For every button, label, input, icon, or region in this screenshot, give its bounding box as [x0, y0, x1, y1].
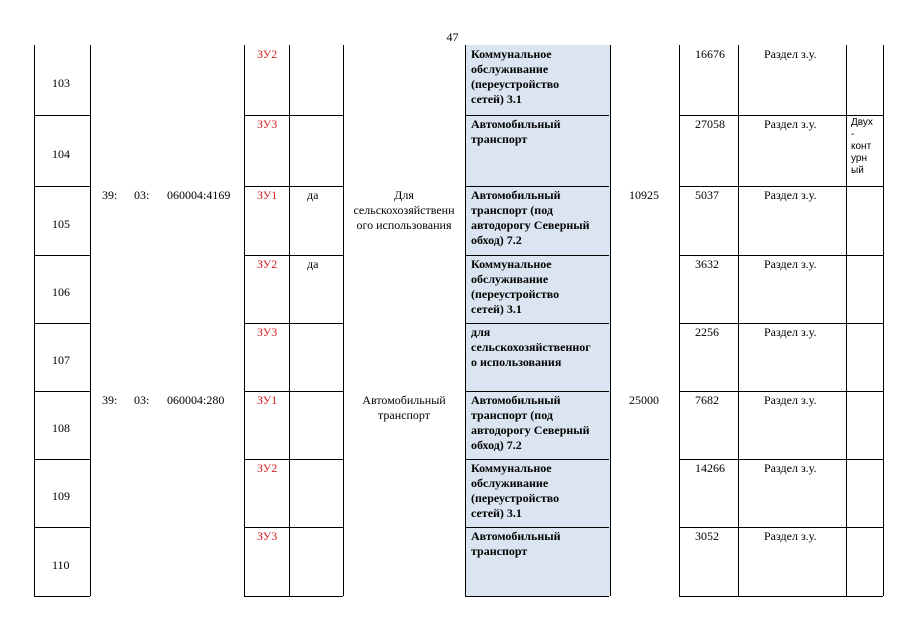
row-divider	[465, 186, 609, 187]
permitted-use-line: сетей) 3.1	[471, 506, 522, 520]
land-category-line: Для	[394, 188, 414, 202]
column-divider	[679, 45, 680, 596]
column-divider	[289, 45, 290, 596]
permitted-use-line: Коммунальное	[471, 47, 552, 61]
zu-label: ЗУ2	[257, 257, 278, 271]
permitted-use-line: (переустройство	[471, 491, 560, 505]
row-divider	[34, 459, 90, 460]
total-area: 10925	[629, 188, 659, 202]
flag-value: да	[307, 257, 319, 271]
section-value: Раздел з.у.	[764, 47, 817, 61]
permitted-use-line: обход) 7.2	[471, 438, 522, 452]
permitted-use-line: транспорт	[471, 132, 528, 146]
permitted-use-line: транспорт (под	[471, 203, 553, 217]
permitted-use-line: (переустройство	[471, 287, 560, 301]
zu-label: ЗУ3	[257, 117, 278, 131]
page-number: 47	[446, 30, 459, 44]
row-divider	[679, 459, 883, 460]
area-value: 3632	[695, 257, 719, 271]
row-divider	[679, 115, 883, 116]
zu-label: ЗУ3	[257, 529, 278, 543]
note-line: Двух	[851, 117, 873, 128]
column-divider	[846, 45, 847, 596]
permitted-use-line: обход) 7.2	[471, 233, 522, 247]
cadastral-part-1: 39:	[102, 188, 118, 202]
permitted-use-line: Коммунальное	[471, 461, 552, 475]
section-value: Раздел з.у.	[764, 117, 817, 131]
row-divider	[244, 596, 343, 597]
row-divider	[679, 186, 883, 187]
row-divider	[244, 115, 343, 116]
row-divider	[465, 255, 609, 256]
permitted-use-line: сельскохозяйственног	[471, 340, 591, 354]
note-line: урн	[851, 153, 867, 164]
row-divider	[679, 255, 883, 256]
permitted-use-line: автодорогу Северный	[471, 423, 590, 437]
cadastral-part-2: 03:	[134, 393, 150, 407]
row-divider	[465, 596, 609, 597]
cadastral-part-2: 03:	[134, 188, 150, 202]
permitted-use-line: для	[471, 325, 491, 339]
area-value: 5037	[695, 188, 719, 202]
section-value: Раздел з.у.	[764, 393, 817, 407]
row-number: 105	[52, 216, 70, 231]
row-divider	[34, 596, 90, 597]
cadastral-part-3: 060004:280	[167, 393, 225, 407]
row-divider	[34, 115, 90, 116]
permitted-use-line: Автомобильный	[471, 393, 561, 407]
area-value: 27058	[695, 117, 725, 131]
zu-label: ЗУ1	[257, 393, 278, 407]
row-divider	[465, 459, 609, 460]
land-category-line: транспорт	[378, 408, 430, 422]
permitted-use-line: сетей) 3.1	[471, 302, 522, 316]
permitted-use-line: автодорогу Северный	[471, 218, 590, 232]
row-divider	[244, 527, 343, 528]
zu-label: ЗУ2	[257, 461, 278, 475]
area-value: 7682	[695, 393, 719, 407]
permitted-use-line: о использования	[471, 355, 562, 369]
area-value: 3052	[695, 529, 719, 543]
row-divider	[244, 459, 343, 460]
row-divider	[465, 527, 609, 528]
row-number: 109	[52, 489, 70, 503]
cadastral-part-3: 060004:4169	[167, 188, 231, 202]
note-line: ый	[851, 165, 864, 176]
table-border-right	[883, 45, 884, 596]
land-category-line: ого использования	[356, 218, 452, 232]
section-value: Раздел з.у.	[764, 188, 817, 202]
column-divider	[90, 45, 91, 596]
row-divider	[34, 391, 90, 392]
row-number: 104	[52, 146, 70, 161]
permitted-use-line: Коммунальное	[471, 257, 552, 271]
note-line: -	[851, 129, 855, 140]
zu-label: ЗУ2	[257, 47, 278, 61]
permitted-use-line: сетей) 3.1	[471, 92, 522, 106]
row-divider	[679, 596, 883, 597]
row-divider	[34, 527, 90, 528]
permitted-use-line: (переустройство	[471, 77, 560, 91]
row-divider	[34, 186, 90, 187]
row-divider	[34, 323, 90, 324]
row-number: 110	[52, 557, 70, 572]
section-value: Раздел з.у.	[764, 325, 817, 339]
note-line: конт	[851, 141, 872, 152]
table-border-left	[34, 45, 35, 596]
permitted-use-line: транспорт (под	[471, 408, 553, 422]
row-divider	[34, 255, 90, 256]
section-value: Раздел з.у.	[764, 529, 817, 543]
row-number: 106	[52, 285, 70, 299]
permitted-use-line: Автомобильный	[471, 529, 561, 543]
row-divider	[244, 323, 343, 324]
row-divider	[465, 323, 609, 324]
section-value: Раздел з.у.	[764, 461, 817, 475]
section-value: Раздел з.у.	[764, 257, 817, 271]
total-area: 25000	[629, 393, 659, 407]
permitted-use-line: обслуживание	[471, 62, 549, 76]
row-divider	[679, 527, 883, 528]
permitted-use-line: обслуживание	[471, 272, 549, 286]
column-divider	[343, 45, 344, 596]
row-divider	[244, 391, 343, 392]
area-value: 2256	[695, 325, 719, 339]
row-number: 108	[52, 421, 70, 435]
row-divider	[244, 186, 343, 187]
permitted-use-line: транспорт	[471, 544, 528, 558]
zu-label: ЗУ3	[257, 325, 278, 339]
row-divider	[679, 323, 883, 324]
area-value: 14266	[695, 461, 725, 475]
column-divider	[738, 45, 739, 596]
land-category-line: сельскохозяйственн	[353, 203, 455, 217]
row-number: 103	[52, 76, 70, 90]
row-number: 107	[52, 353, 70, 367]
column-divider	[244, 45, 245, 596]
zu-label: ЗУ1	[257, 188, 278, 202]
permitted-use-line: Автомобильный	[471, 117, 561, 131]
cadastral-part-1: 39:	[102, 393, 118, 407]
row-divider	[465, 115, 609, 116]
permitted-use-line: Автомобильный	[471, 188, 561, 202]
row-divider	[244, 255, 343, 256]
row-divider	[465, 391, 609, 392]
row-divider	[679, 391, 883, 392]
permitted-use-line: обслуживание	[471, 476, 549, 490]
area-value: 16676	[695, 47, 725, 61]
flag-value: да	[307, 188, 319, 202]
land-category-line: Автомобильный	[362, 393, 446, 407]
